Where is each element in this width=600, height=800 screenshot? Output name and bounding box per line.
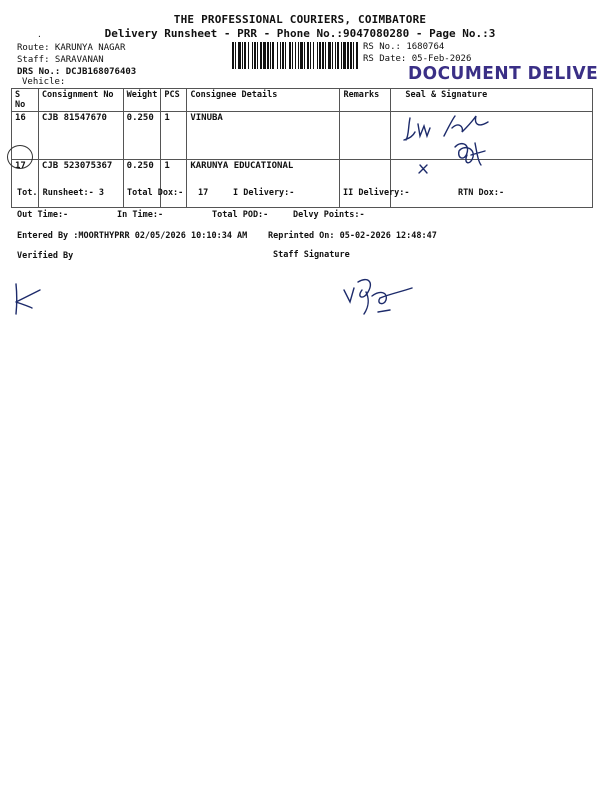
col-weight: Weight — [123, 89, 161, 112]
col-seal-signature: Seal & Signature — [391, 89, 593, 112]
col-sno: S No — [12, 89, 39, 112]
drs-number: DRS No.: DCJB168076403 — [17, 67, 137, 77]
cell-consignment: CJB 81547670 — [38, 112, 123, 160]
col-remarks: Remarks — [340, 89, 391, 112]
handwritten-circle — [7, 145, 33, 169]
signature-row-17 — [415, 135, 495, 180]
col-pcs: PCS — [161, 89, 187, 112]
delivered-stamp: DOCUMENT DELIVE — [408, 63, 599, 85]
total-dox-value: 17 — [198, 188, 209, 198]
cell-pcs: 1 — [161, 112, 187, 160]
runsheet-title: Delivery Runsheet - PRR - Phone No.:9047080280 - Page No.:3 — [104, 27, 496, 40]
cell-remarks — [340, 160, 391, 208]
in-time: In Time:- — [117, 210, 164, 220]
entered-by: Entered By :MOORTHYPRR 02/05/2026 10:10:34 AM — [17, 231, 248, 241]
tot-runsheet: Tot. Runsheet:- 3 — [17, 188, 104, 198]
company-title: THE PROFESSIONAL COURIERS, COIMBATORE — [173, 13, 427, 26]
staff-signature — [340, 272, 430, 322]
delvy-points: Delvy Points:- — [293, 210, 365, 220]
cell-consignment: CJB 523075367 — [38, 160, 123, 208]
total-dox-label: Total Dox:- — [127, 188, 184, 198]
i-delivery: I Delivery:- — [233, 188, 295, 198]
verified-by: Verified By — [17, 251, 74, 261]
cell-remarks — [340, 112, 391, 160]
table-row — [12, 160, 593, 208]
vehicle-label: Vehicle: — [22, 77, 66, 87]
total-pod: Total POD:- — [212, 210, 269, 220]
staff-label: Staff: SARAVANAN — [17, 55, 104, 65]
out-time: Out Time:- — [17, 210, 69, 220]
verifier-signature — [10, 280, 60, 320]
barcode — [232, 42, 358, 69]
rtn-dox: RTN Dox:- — [458, 188, 505, 198]
cell-weight: 0.250 — [123, 160, 161, 208]
cell-sno: 16 — [12, 112, 39, 160]
cell-weight: 0.250 — [123, 112, 161, 160]
rs-date: RS Date: 05-Feb-2026 — [363, 54, 472, 64]
ii-delivery: II Delivery:- — [343, 188, 410, 198]
cell-consignee: KARUNYA EDUCATIONAL — [187, 160, 340, 208]
staff-signature-label: Staff Signature — [273, 250, 350, 260]
cell-consignee: VINUBA — [187, 112, 340, 160]
col-consignee: Consignee Details — [187, 89, 340, 112]
col-consignment: Consignment No — [38, 89, 123, 112]
table-header-row — [12, 89, 593, 112]
stray-mark: . — [37, 30, 42, 39]
rs-number: RS No.: 1680764 — [363, 42, 445, 52]
reprinted-on: Reprinted On: 05-02-2026 12:48:47 — [268, 231, 437, 241]
route-label: Route: KARUNYA NAGAR — [17, 43, 126, 53]
table-row — [12, 112, 593, 160]
cell-sno: 17 — [12, 160, 39, 208]
cell-pcs: 1 — [161, 160, 187, 208]
